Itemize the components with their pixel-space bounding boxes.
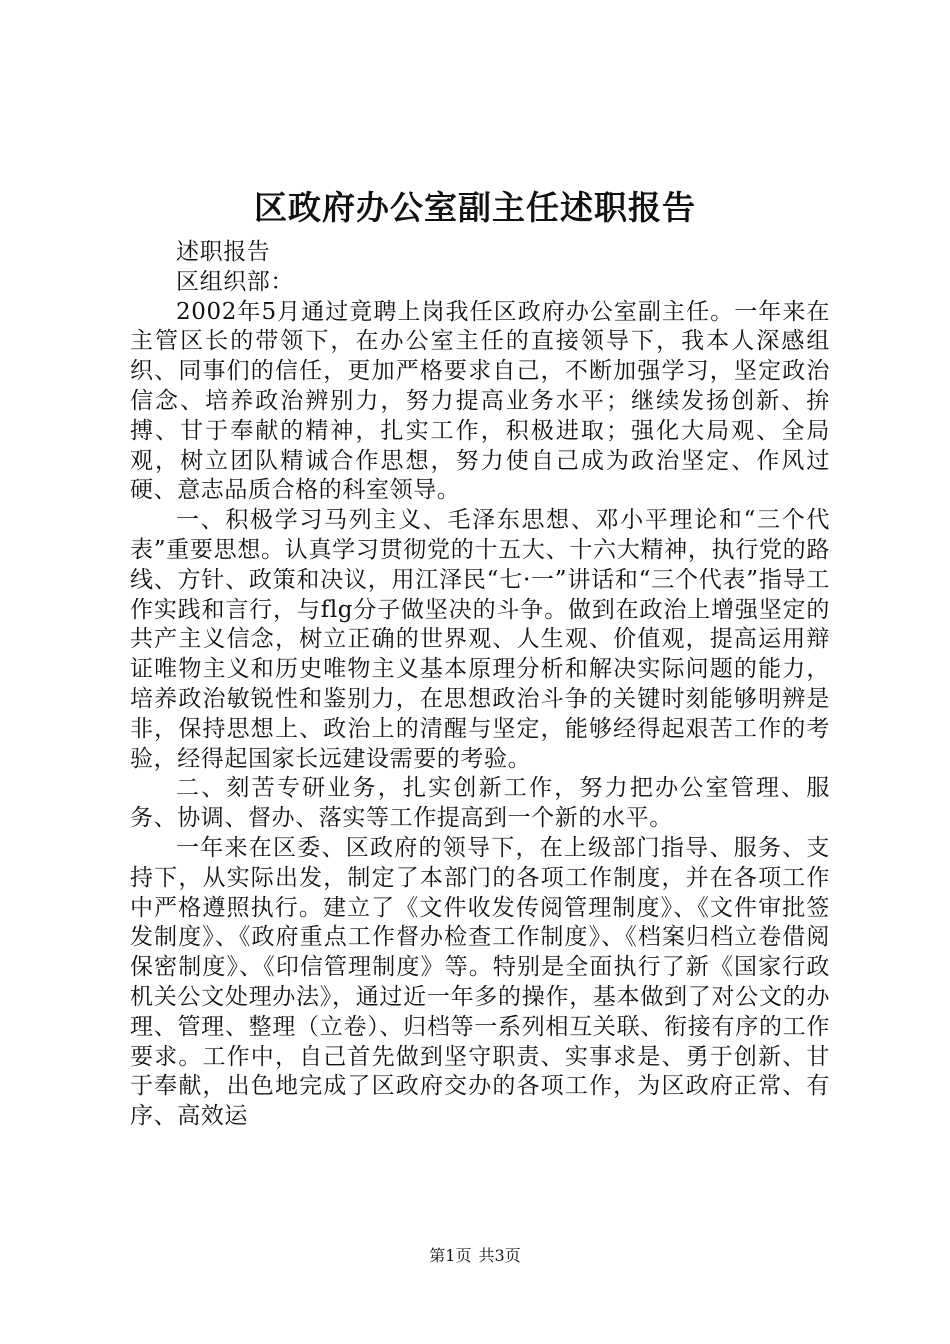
paragraph-section-two: 二、刻苦专研业务，扎实创新工作，努力把办公室管理、服务、协调、督办、落实等工作提高到一个新的水平。 xyxy=(130,775,830,832)
paragraph-intro: 2002年5月通过竟聘上岗我任区政府办公室副主任。一年来在主管区长的带领下，在办公室主任的直接领导下，我本人深感组织、同事们的信任，更加严格要求自己，不断加强学习，坚定政治信念、培养政治辨别力，努力提高业务水平；继续发扬创新、拚搏、甘于奉献的精神，扎实工作，积极进取；强化大局观、全局观，树立团队精诚合作思想，努力使自己成为政治坚定、作风过硬、意志品质合格的科室领导。 xyxy=(130,298,830,504)
paragraph-work-details: 一年来在区委、区政府的领导下，在上级部门指导、服务、支持下，从实际出发，制定了本部门的各项工作制度，并在各项工作中严格遵照执行。建立了《文件收发传阅管理制度》、《文件审批签发制度》、《政府重点工作督办检查工作制度》、《档案归档立卷借阅保密制度》、《印信管理制度》等。特别是全面执行了新《国家行政机关公文处理办法》，通过近一年多的操作，基本做到了对公文的办理、管理、整理（立卷）、归档等一系列相互关联、衔接有序的工作要求。工作中，自己首先做到坚守职责、实事求是、勇于创新、甘于奉献，出色地完成了区政府交办的各项工作，为区政府正常、有序、高效运 xyxy=(130,834,830,1130)
document-body xyxy=(130,238,830,1132)
page-number-footer: 第1页 共3页 xyxy=(429,1246,521,1265)
document-title: 区政府办公室副主任述职报告 xyxy=(254,188,696,227)
paragraph-section-one: 一、积极学习马列主义、毛泽东思想、邓小平理论和“三个代表”重要思想。认真学习贯彻党的十五大、十六大精神，执行党的路线、方针、政策和决议，用江泽民“七·一”讲话和“三个代表”指导工作实践和言行，与flg分子做坚决的斗争。做到在政治上增强坚定的共产主义信念，树立正确的世界观、人生观、价值观，提高运用辩证唯物主义和历史唯物主义基本原理分析和解决实际问题的能力，培养政治敏锐性和鉴别力，在思想政治斗争的关键时刻能够明辨是非，保持思想上、政治上的清醒与坚定，能够经得起艰苦工作的考验，经得起国家长远建设需要的考验。 xyxy=(130,507,830,772)
paragraph-salutation: 区组织部： xyxy=(176,268,294,295)
paragraph-heading: 述职报告 xyxy=(176,239,271,265)
